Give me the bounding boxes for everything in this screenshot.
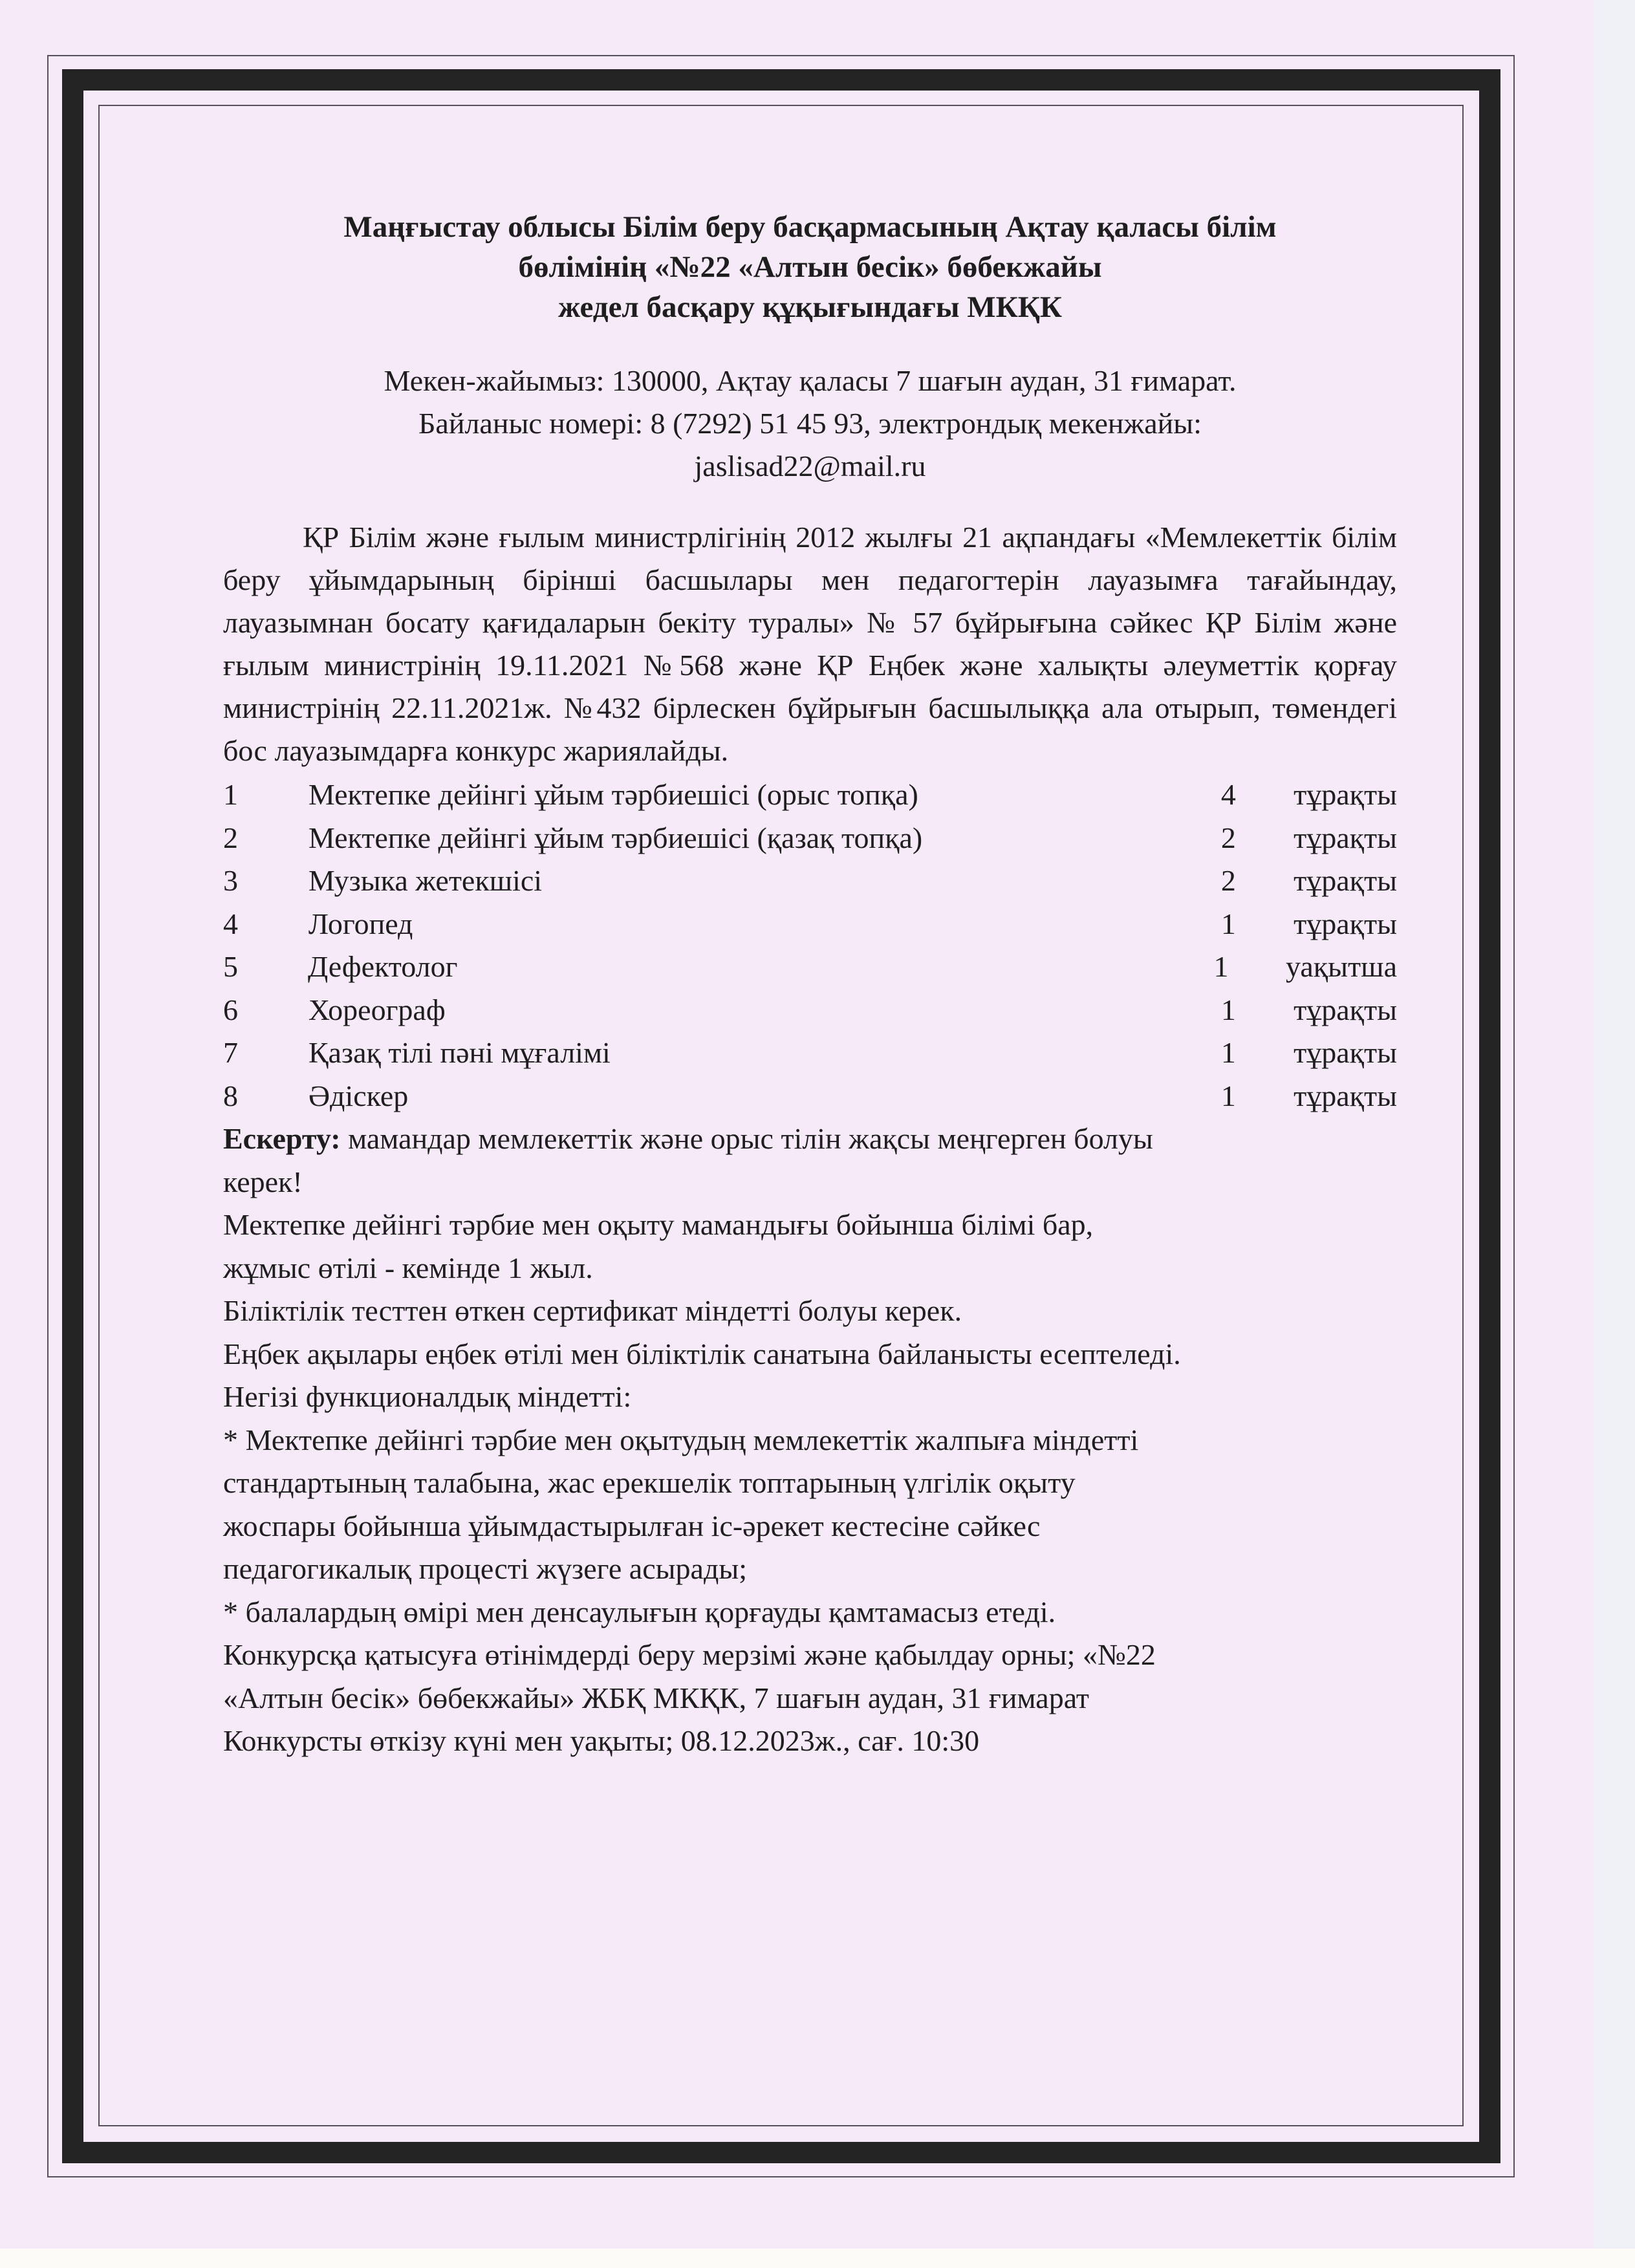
vacancy-number: 5 — [223, 950, 238, 983]
phone-line: Байланыс номері: 8 (7292) 51 45 93, электрондық мекенжайы: — [418, 407, 1202, 440]
warning-continuation: керек! — [223, 1165, 303, 1198]
education-requirement-1: Мектепке дейінгі тәрбие мен оқыту мамандығы бойынша білімі бар, — [223, 1208, 1094, 1241]
header-line-2: бөлімінің «№22 «Алтын бесік» бөбекжайы — [518, 250, 1102, 284]
vacancy-type: тұрақты — [1294, 821, 1398, 854]
vacancy-title: Әдіскер — [308, 1079, 409, 1112]
vacancy-count: 1 — [1220, 993, 1236, 1026]
contact-block — [223, 360, 1397, 488]
vacancy-row — [223, 903, 1397, 946]
warning-text: мамандар мемлекеттік және орыс тілін жақсы меңгерген болуы — [340, 1122, 1153, 1155]
vacancy-row — [223, 1031, 1397, 1075]
vacancy-count: 4 — [1220, 778, 1236, 811]
vacancy-count: 1 — [1220, 1036, 1236, 1069]
vacancy-title: Қазақ тілі пәні мұғалімі — [308, 1036, 611, 1069]
vacancy-title: Дефектолог — [307, 950, 458, 983]
vacancy-title: Мектепке дейінгі ұйым тәрбиешісі (орыс топқа) — [308, 778, 918, 811]
warning-line — [223, 1118, 1397, 1161]
vacancy-title: Мектепке дейінгі ұйым тәрбиешісі (қазақ топқа) — [308, 821, 923, 854]
vacancy-title: Музыка жетекшісі — [308, 864, 543, 897]
certificate-requirement: Біліктілік тесттен өткен сертификат міндетті болуы керек. — [223, 1294, 962, 1327]
vacancy-number: 2 — [223, 821, 238, 854]
header-line-1: Маңғыстау облысы Білім беру басқармасының Ақтау қаласы білім — [343, 210, 1277, 244]
document-body — [223, 207, 1397, 1763]
vacancy-count: 1 — [1213, 950, 1229, 983]
vacancy-count: 2 — [1220, 821, 1236, 854]
vacancy-type: тұрақты — [1294, 1079, 1398, 1112]
scan-edge-bottom — [0, 2249, 1635, 2268]
email-address: jaslisad22@mail.ru — [694, 449, 926, 482]
vacancy-type: тұрақты — [1294, 993, 1398, 1026]
duty-1-line-2: стандартының талабына, жас ерекшелік топтарының үлгілік оқыту — [223, 1466, 1076, 1499]
vacancy-row — [223, 859, 1397, 903]
requirements-notes — [223, 1118, 1397, 1763]
vacancy-row — [223, 773, 1397, 817]
duties-title: Негізі функционалдық міндетті: — [223, 1380, 632, 1413]
vacancy-type: тұрақты — [1294, 1036, 1398, 1069]
vacancy-row — [223, 945, 1397, 989]
education-requirement-2: жұмыс өтілі - кемінде 1 жыл. — [223, 1251, 593, 1284]
duty-1-line-4: педагогикалық процесті жүзеге асырады; — [223, 1552, 748, 1585]
vacancy-title: Хореограф — [308, 993, 446, 1026]
vacancy-row — [223, 817, 1397, 860]
header-line-3: жедел басқару құқығындағы МКҚК — [558, 290, 1062, 324]
vacancy-title: Логопед — [308, 907, 413, 940]
vacancy-count: 2 — [1220, 864, 1236, 897]
vacancy-type: уақытша — [1285, 950, 1397, 983]
address-line: Мекен-жайымыз: 130000, Ақтау қаласы 7 шағын аудан, 31 ғимарат. — [384, 364, 1237, 397]
vacancy-type: тұрақты — [1294, 907, 1398, 940]
vacancy-count: 1 — [1220, 907, 1236, 940]
duty-1-line-3: жоспары бойынша ұйымдастырылған іс-әрекет кестесіне сәйкес — [223, 1509, 1041, 1542]
duty-1-line-1: * Мектепке дейінгі тәрбие мен оқытудың мемлекеттік жалпыға міндетті — [223, 1423, 1139, 1456]
vacancy-type: тұрақты — [1294, 778, 1398, 811]
intro-paragraph: ҚР Білім және ғылым министрлігінің 2012 жылғы 21 ақпандағы «Мемлекеттік білім беру ұйымдарының бірінші басшылары мен педагогтерін лауазымға тағайындау, лауазымнан босату қағидаларын бекіту туралы» № 57 бұйрығына сәйкес ҚР Білім және ғылым министрінің 19.11.2021 №568 және ҚР Еңбек және халықты әлеуметтік қорғау министрінің 22.11.2021ж. №432 бірлескен бұйрығын басшылыққа ала отырып, төмендегі бос лауазымдарға конкурс жариялайды. — [223, 521, 1397, 767]
vacancy-row — [223, 1075, 1397, 1118]
vacancy-number: 8 — [223, 1079, 238, 1112]
salary-note: Еңбек ақылары еңбек өтілі мен біліктілік санатына байланысты есептеледі. — [223, 1337, 1181, 1370]
vacancy-number: 7 — [223, 1036, 238, 1069]
application-info-1: Конкурсқа қатысуға өтінімдерді беру мерзімі және қабылдау орны; «№22 — [223, 1638, 1156, 1671]
vacancy-number: 6 — [223, 993, 238, 1026]
contest-datetime: Конкурсты өткізу күні мен уақыты; 08.12.2023ж., сағ. 10:30 — [223, 1724, 980, 1757]
vacancy-number: 4 — [223, 907, 238, 940]
vacancy-type: тұрақты — [1294, 864, 1398, 897]
vacancy-count: 1 — [1220, 1079, 1236, 1112]
vacancy-number: 1 — [223, 778, 238, 811]
scan-edge-right — [1594, 0, 1635, 2251]
duty-2: * балалардың өмірі мен денсаулығын қорғауды қамтамасыз етеді. — [223, 1595, 1056, 1628]
vacancy-number: 3 — [223, 864, 238, 897]
vacancy-row — [223, 989, 1397, 1032]
warning-label: Ескерту: — [223, 1122, 341, 1155]
application-info-2: «Алтын бесік» бөбекжайы» ЖБҚ МКҚК, 7 шағын аудан, 31 ғимарат — [223, 1681, 1090, 1714]
vacancy-list — [223, 773, 1397, 1118]
organization-header — [223, 207, 1397, 327]
